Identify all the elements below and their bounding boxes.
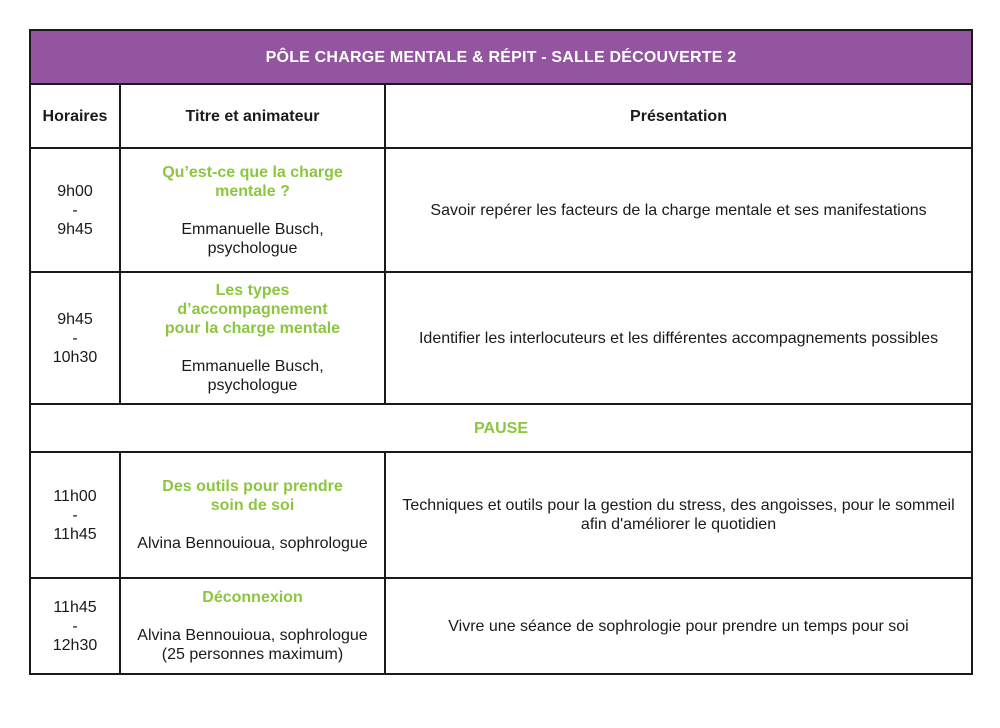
session-time: 11h00 - 11h45 (30, 452, 120, 578)
session-title: Des outils pour prendre soin de soi (162, 478, 343, 514)
schedule-table (29, 29, 973, 675)
session-presentation: Techniques et outils pour la gestion du stress, des angoisses, pour le sommeil afin d'améliorer le quotidien (385, 452, 972, 578)
session-presentation: Identifier les interlocuteurs et les différentes accompagnements possibles (385, 272, 972, 404)
session-speaker: Emmanuelle Busch, psychologue (181, 220, 324, 257)
page-title: PÔLE CHARGE MENTALE & RÉPIT - SALLE DÉCOUVERTE 2 (30, 30, 972, 84)
session-presentation: Vivre une séance de sophrologie pour prendre un temps pour soi (385, 578, 972, 674)
header-presentation: Présentation (385, 84, 972, 148)
session-talk (120, 578, 385, 674)
session-title: Qu’est-ce que la charge mentale ? (162, 163, 343, 200)
pause-label: PAUSE (30, 404, 972, 452)
session-presentation: Savoir repérer les facteurs de la charge mentale et ses manifestations (385, 148, 972, 272)
session-talk (120, 148, 385, 272)
session-time: 9h00 - 9h45 (30, 148, 120, 272)
session-speaker: Emmanuelle Busch, psychologue (181, 358, 324, 394)
session-row (30, 578, 972, 674)
header-time: Horaires (30, 84, 120, 148)
session-title: Déconnexion (202, 589, 303, 606)
session-speaker: Alvina Bennouioua, sophrologue (137, 535, 368, 552)
session-row (30, 272, 972, 404)
session-time: 11h45 - 12h30 (30, 578, 120, 674)
session-row (30, 452, 972, 578)
session-time: 9h45 - 10h30 (30, 272, 120, 404)
header-talk: Titre et animateur (120, 84, 385, 148)
session-talk (120, 272, 385, 404)
title-row (30, 30, 972, 84)
header-row (30, 84, 972, 148)
pause-row (30, 404, 972, 452)
session-row (30, 148, 972, 272)
session-speaker: Alvina Bennouioua, sophrologue (25 personnes maximum) (137, 627, 368, 663)
session-talk (120, 452, 385, 578)
session-title: Les types d’accompagnement pour la charge mentale (164, 282, 341, 337)
